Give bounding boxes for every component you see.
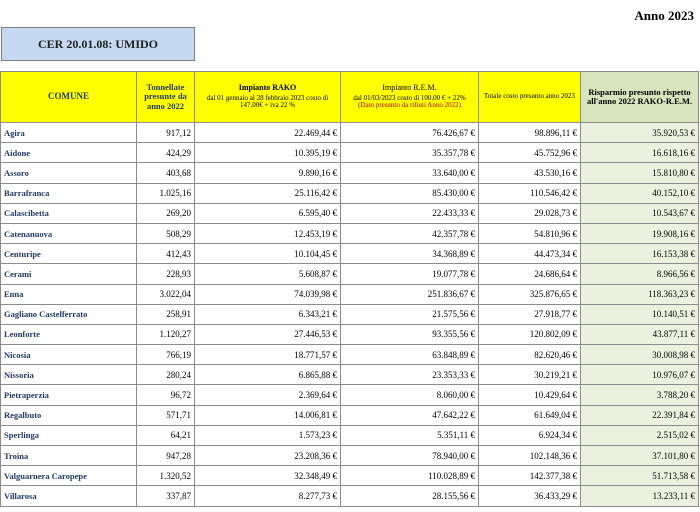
cell-risparmio: 13.233,11 € xyxy=(581,486,699,506)
table-row xyxy=(1,345,699,365)
cost-table xyxy=(0,71,699,507)
cell-tonnellate: 424,29 xyxy=(137,143,195,163)
cell-risparmio: 3.788,20 € xyxy=(581,385,699,405)
cell-tonnellate: 337,87 xyxy=(137,486,195,506)
cell-rako: 10.104,45 € xyxy=(195,244,341,264)
cell-totale: 30.219,21 € xyxy=(479,365,581,385)
cell-tonnellate: 1.320,52 xyxy=(137,466,195,486)
cell-rako: 27.446,53 € xyxy=(195,324,341,344)
cell-risparmio: 2.515,02 € xyxy=(581,425,699,445)
cell-tonnellate: 64,21 xyxy=(137,425,195,445)
cell-risparmio: 8.966,56 € xyxy=(581,264,699,284)
cell-comune: Sperlinga xyxy=(1,425,137,445)
cell-tonnellate: 1.025,16 xyxy=(137,183,195,203)
cell-tonnellate: 228,93 xyxy=(137,264,195,284)
cell-comune: Enna xyxy=(1,284,137,304)
cell-rem: 21.575,56 € xyxy=(341,304,479,324)
cell-rem: 47.642,22 € xyxy=(341,405,479,425)
cell-totale: 82.620,46 € xyxy=(479,345,581,365)
cell-comune: Barrafranca xyxy=(1,183,137,203)
cell-totale: 24.686,64 € xyxy=(479,264,581,284)
table-row xyxy=(1,324,699,344)
cell-totale: 110.546,42 € xyxy=(479,183,581,203)
cell-risparmio: 22.391,84 € xyxy=(581,405,699,425)
cell-tonnellate: 571,71 xyxy=(137,405,195,425)
cell-risparmio: 40.152,10 € xyxy=(581,183,699,203)
cell-comune: Agira xyxy=(1,123,137,143)
cell-rako: 12.453,19 € xyxy=(195,223,341,243)
cell-rem: 19.077,78 € xyxy=(341,264,479,284)
cell-totale: 325.876,65 € xyxy=(479,284,581,304)
cell-comune: Pietraperzia xyxy=(1,385,137,405)
cell-rem: 22.433,33 € xyxy=(341,203,479,223)
table-header-row xyxy=(1,72,699,123)
table-row xyxy=(1,123,699,143)
table-body xyxy=(1,123,699,507)
cell-comune: Aidone xyxy=(1,143,137,163)
cell-tonnellate: 280,24 xyxy=(137,365,195,385)
cell-rako: 9.890,16 € xyxy=(195,163,341,183)
cell-rem: 28.155,56 € xyxy=(341,486,479,506)
cell-totale: 102.148,36 € xyxy=(479,446,581,466)
cell-rako: 6.595,40 € xyxy=(195,203,341,223)
cell-risparmio: 10.140,51 € xyxy=(581,304,699,324)
cell-risparmio: 10.543,67 € xyxy=(581,203,699,223)
header-tonnellate: Tonnellate presunte da anno 2022 xyxy=(137,72,195,123)
cell-rem: 35.357,78 € xyxy=(341,143,479,163)
cell-tonnellate: 917,12 xyxy=(137,123,195,143)
cell-tonnellate: 3.022,04 xyxy=(137,284,195,304)
cell-rako: 10.395,19 € xyxy=(195,143,341,163)
cell-risparmio: 16.618,16 € xyxy=(581,143,699,163)
table-row xyxy=(1,365,699,385)
cell-comune: Cerami xyxy=(1,264,137,284)
cell-totale: 6.924,34 € xyxy=(479,425,581,445)
cell-rem: 34.368,89 € xyxy=(341,244,479,264)
cer-code-box: CER 20.01.08: UMIDO xyxy=(1,27,195,61)
header-totale: Totale costo presunto anno 2023 xyxy=(479,72,581,123)
cell-risparmio: 35.920,53 € xyxy=(581,123,699,143)
year-label: Anno 2023 xyxy=(634,8,694,23)
cell-rako: 25.116,42 € xyxy=(195,183,341,203)
table-row xyxy=(1,425,699,445)
cell-risparmio: 118.363,23 € xyxy=(581,284,699,304)
cell-comune: Leonforte xyxy=(1,324,137,344)
cell-rako: 6.343,21 € xyxy=(195,304,341,324)
table-row xyxy=(1,304,699,324)
cell-totale: 29.028,73 € xyxy=(479,203,581,223)
table-row xyxy=(1,264,699,284)
cell-rako: 8.277,73 € xyxy=(195,486,341,506)
cell-rako: 2.369,64 € xyxy=(195,385,341,405)
cell-totale: 61.649,04 € xyxy=(479,405,581,425)
cell-totale: 120.802,09 € xyxy=(479,324,581,344)
header-rako-title: Impianto RAKO xyxy=(238,82,297,92)
cell-rem: 42.357,78 € xyxy=(341,223,479,243)
cell-comune: Nissoria xyxy=(1,365,137,385)
cell-totale: 43.530,16 € xyxy=(479,163,581,183)
header-rem-subtitle: dal 01/03/2023 costo di 100,00 € + 22% xyxy=(353,93,466,102)
table-row xyxy=(1,163,699,183)
cell-rem: 63.848,89 € xyxy=(341,345,479,365)
cell-tonnellate: 766,19 xyxy=(137,345,195,365)
header-risparmio: Risparmio presunto rispetto all'anno 2022 RAKO-R.E.M. xyxy=(581,72,699,123)
cell-comune: Troina xyxy=(1,446,137,466)
cell-risparmio: 30.008,98 € xyxy=(581,345,699,365)
cell-rako: 22.469,44 € xyxy=(195,123,341,143)
table-row xyxy=(1,446,699,466)
cell-risparmio: 15.810,80 € xyxy=(581,163,699,183)
header-rem-note: (Dato presunto da rifiuti Anno 2022) xyxy=(358,101,461,110)
cell-risparmio: 10.976,07 € xyxy=(581,365,699,385)
cell-comune: Catenanuova xyxy=(1,223,137,243)
cell-totale: 54.810,96 € xyxy=(479,223,581,243)
cell-rako: 5.608,87 € xyxy=(195,264,341,284)
cell-rako: 23.208,36 € xyxy=(195,446,341,466)
cell-totale: 44.473,34 € xyxy=(479,244,581,264)
header-rem xyxy=(341,72,479,123)
cell-rem: 85.430,00 € xyxy=(341,183,479,203)
cell-comune: Nicosia xyxy=(1,345,137,365)
cell-rem: 23.353,33 € xyxy=(341,365,479,385)
table-row xyxy=(1,143,699,163)
cell-totale: 10.429,64 € xyxy=(479,385,581,405)
cell-tonnellate: 258,91 xyxy=(137,304,195,324)
cell-rem: 78.940,00 € xyxy=(341,446,479,466)
cell-rako: 14.006,81 € xyxy=(195,405,341,425)
cell-tonnellate: 947,28 xyxy=(137,446,195,466)
cell-rako: 1.573,23 € xyxy=(195,425,341,445)
cell-totale: 98.896,11 € xyxy=(479,123,581,143)
cell-comune: Valguarnera Caropepe xyxy=(1,466,137,486)
cell-tonnellate: 508,29 xyxy=(137,223,195,243)
cell-totale: 45.752,96 € xyxy=(479,143,581,163)
cell-rem: 76.426,67 € xyxy=(341,123,479,143)
cell-rako: 6.865,88 € xyxy=(195,365,341,385)
cell-rako: 74.039,98 € xyxy=(195,284,341,304)
cell-rako: 32.348,49 € xyxy=(195,466,341,486)
cell-risparmio: 19.908,16 € xyxy=(581,223,699,243)
cell-totale: 27.918,77 € xyxy=(479,304,581,324)
cell-comune: Villarosa xyxy=(1,486,137,506)
header-rako xyxy=(195,72,341,123)
header-comune: COMUNE xyxy=(1,72,137,123)
cell-rem: 93.355,56 € xyxy=(341,324,479,344)
table-row xyxy=(1,486,699,506)
cell-tonnellate: 269,20 xyxy=(137,203,195,223)
table-row xyxy=(1,466,699,486)
header-rako-subtitle: dal 01 gennaio al 28 febbraio 2023 costo di 147,00€ + iva 22 % xyxy=(206,93,329,110)
table-row xyxy=(1,223,699,243)
cell-tonnellate: 1.120,27 xyxy=(137,324,195,344)
cell-risparmio: 37.101,80 € xyxy=(581,446,699,466)
cell-comune: Regalbuto xyxy=(1,405,137,425)
cell-rem: 8.060,00 € xyxy=(341,385,479,405)
cell-tonnellate: 96,72 xyxy=(137,385,195,405)
table-row xyxy=(1,183,699,203)
table-row xyxy=(1,405,699,425)
cell-comune: Centuripe xyxy=(1,244,137,264)
cell-rem: 251.836,67 € xyxy=(341,284,479,304)
cell-totale: 142.377,38 € xyxy=(479,466,581,486)
cell-risparmio: 51.713,58 € xyxy=(581,466,699,486)
cell-rem: 5.351,11 € xyxy=(341,425,479,445)
cell-rem: 33.640,00 € xyxy=(341,163,479,183)
cell-totale: 36.433,29 € xyxy=(479,486,581,506)
cell-risparmio: 16.153,38 € xyxy=(581,244,699,264)
cell-tonnellate: 412,43 xyxy=(137,244,195,264)
cell-tonnellate: 403,68 xyxy=(137,163,195,183)
cell-rem: 110.028,89 € xyxy=(341,466,479,486)
table-row xyxy=(1,385,699,405)
cell-rako: 18.771,57 € xyxy=(195,345,341,365)
cell-comune: Calascibetta xyxy=(1,203,137,223)
cell-risparmio: 43.877,11 € xyxy=(581,324,699,344)
cell-comune: Assoro xyxy=(1,163,137,183)
header-rem-title: Impianto R.E.M. xyxy=(382,82,437,92)
table-row xyxy=(1,203,699,223)
table-row xyxy=(1,244,699,264)
cell-comune: Gagliano Castelferrato xyxy=(1,304,137,324)
table-row xyxy=(1,284,699,304)
